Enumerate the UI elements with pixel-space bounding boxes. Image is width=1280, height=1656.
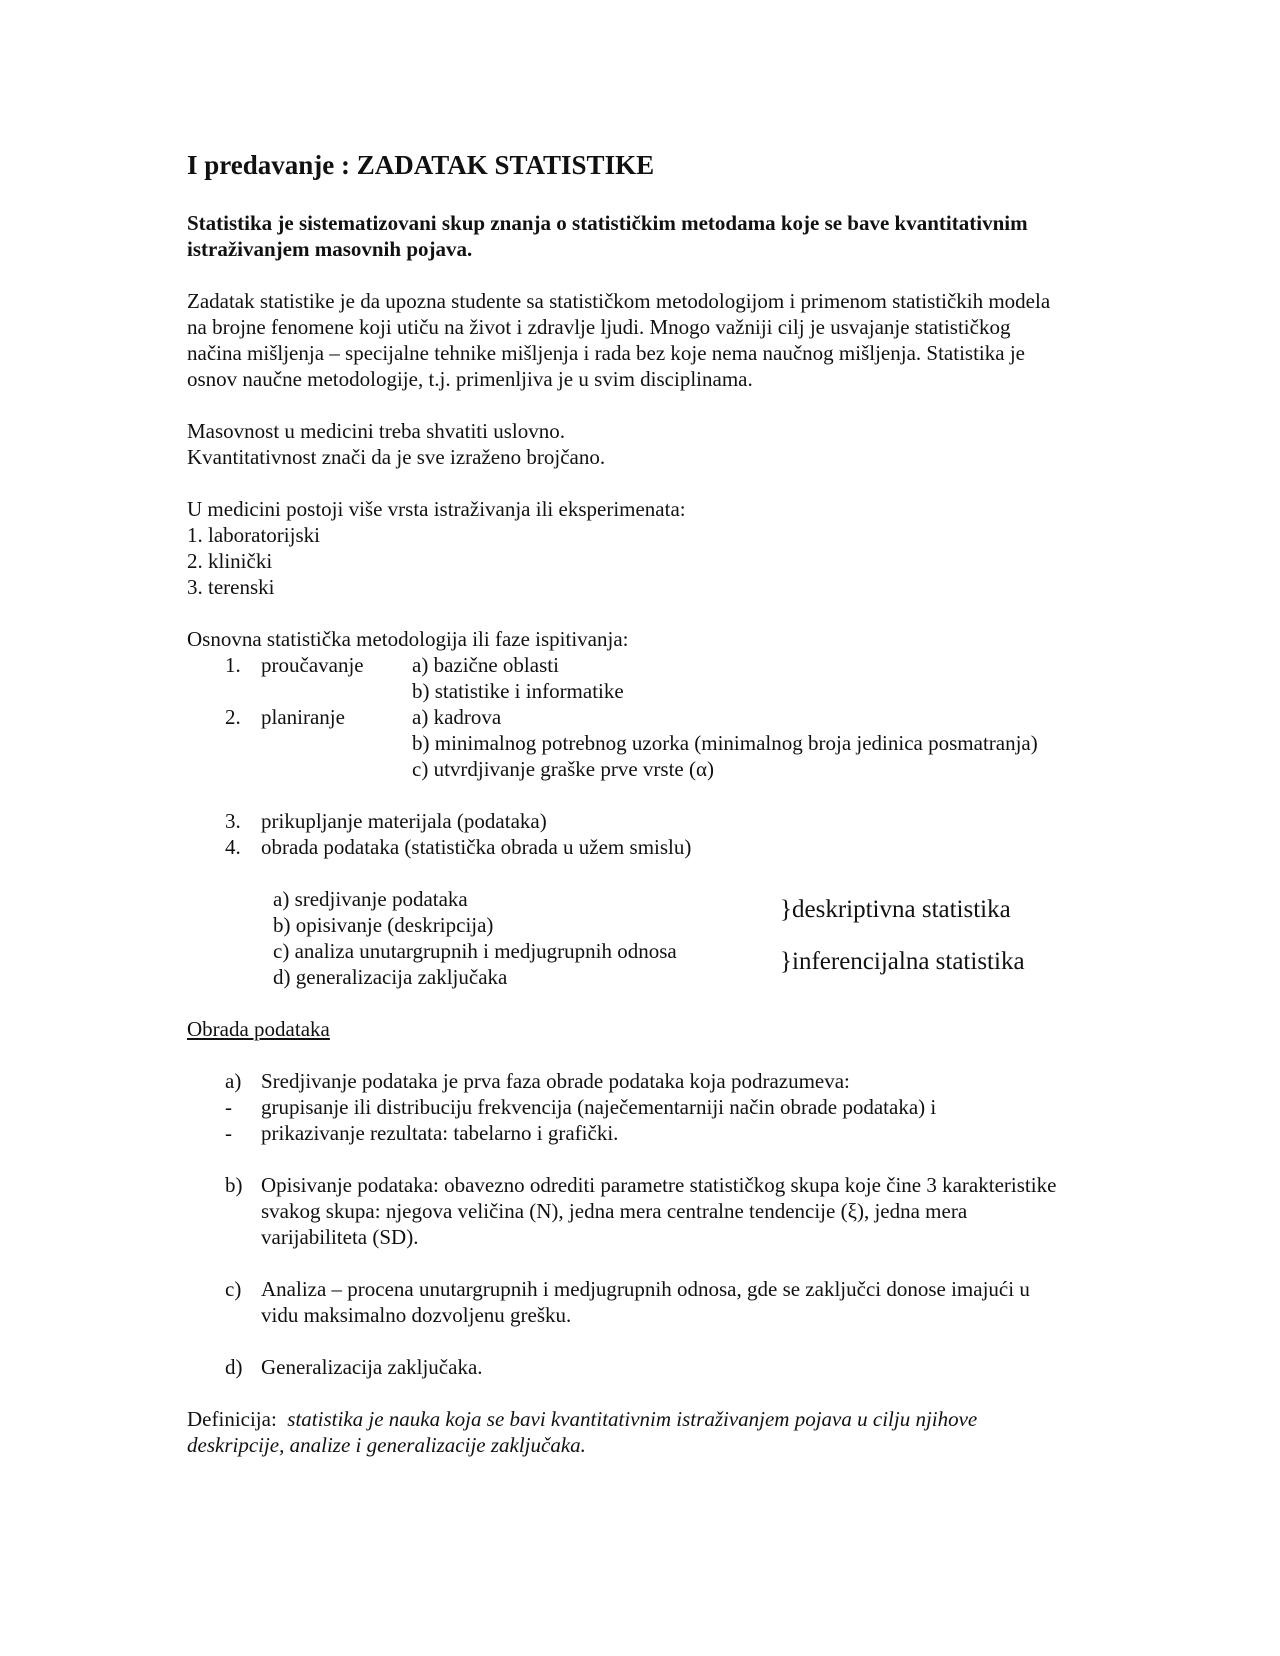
step-number: 4.	[225, 835, 241, 859]
dash-marker: -	[225, 1095, 232, 1119]
item-line: Opisivanje podataka: obavezno odrediti parametre statističkog skupa koje čine 3 karakteristike	[261, 1173, 1057, 1197]
obrada-item-a	[187, 1068, 1147, 1094]
obrada-list	[187, 1068, 1147, 1380]
step-number: 3.	[225, 809, 241, 833]
step-sub: a) kadrova	[412, 705, 502, 729]
step-sub: b) statistike i informatike	[412, 679, 624, 703]
item-line: varijabiliteta (SD).	[261, 1225, 419, 1249]
methodology-step-sub	[187, 756, 1147, 782]
inferential-brace-label: }inferencijalna statistika	[780, 948, 1025, 975]
research-item: 1. laboratorijski	[187, 523, 320, 547]
phase-item: c) analiza unutargrupnih i medjugrupnih odnosa	[273, 939, 677, 963]
methodology-step	[187, 652, 1147, 678]
document-page	[187, 148, 1147, 1458]
obrada-item-c	[187, 1276, 1147, 1328]
research-item: 3. terenski	[187, 575, 275, 599]
methodology-step	[187, 808, 1147, 834]
lead-definition	[187, 210, 1147, 262]
item-text: Sredjivanje podataka je prva faza obrade podataka koja podrazumeva:	[261, 1069, 850, 1093]
intro-paragraph	[187, 288, 1147, 392]
intro-line: načina mišljenja – specijalne tehnike mišljenja i rada bez koje nema naučnog mišljenja. Statistika je	[187, 341, 1025, 365]
methodology-step-sub	[187, 678, 1147, 704]
item-marker: d)	[225, 1355, 243, 1379]
intro-line: na brojne fenomene koji utiču na život i zdravlje ljudi. Mnogo važniji cilj je usvajanje statističkog	[187, 315, 1011, 339]
methodology-step	[187, 704, 1147, 730]
step-term: obrada podataka (statistička obrada u užem smislu)	[261, 835, 692, 859]
item-text: Generalizacija zaključaka.	[261, 1355, 483, 1379]
step-sub: b) minimalnog potrebnog uzorka (minimalnog broja jedinica posmatranja)	[412, 731, 1038, 755]
descriptive-brace-label: }deskriptivna statistika	[780, 896, 1011, 923]
item-line: Analiza – procena unutargrupnih i medjugrupnih odnosa, gde se zaključci donose imajući u	[261, 1277, 1030, 1301]
masovnost-line: Masovnost u medicini treba shvatiti uslovno.	[187, 419, 565, 443]
methodology-heading: Osnovna statistička metodologija ili faze ispitivanja:	[187, 627, 629, 651]
processing-phases	[187, 886, 1147, 990]
phase-item: d) generalizacija zaključaka	[273, 965, 508, 989]
item-marker: b)	[225, 1173, 243, 1197]
item-marker: a)	[225, 1069, 242, 1093]
methodology-section	[187, 626, 1147, 860]
kvantitativnost-line: Kvantitativnost znači da je sve izraženo brojčano.	[187, 445, 606, 469]
step-number: 1.	[225, 653, 241, 677]
step-number: 2.	[225, 705, 241, 729]
lead-line: Statistika je sistematizovani skup znanja o statističkim metodama koje se bave kvantitativnim	[187, 211, 1028, 235]
step-sub: c) utvrdjivanje graške prve vrste (α)	[412, 757, 714, 781]
definition-text: statistika je nauka koja se bavi kvantitativnim istraživanjem pojava u cilju njihove	[287, 1407, 978, 1431]
obrada-dash-item	[187, 1120, 1147, 1146]
phase-item: b) opisivanje (deskripcija)	[273, 913, 494, 937]
obrada-item-b	[187, 1172, 1147, 1250]
intro-line: osnov naučne metodologije, t.j. primenljiva je u svim disciplinama.	[187, 367, 753, 391]
item-line: svakog skupa: njegova veličina (N), jedna mera centralne tendencije (ξ), jedna mera	[261, 1199, 968, 1223]
dash-marker: -	[225, 1121, 232, 1145]
obrada-heading: Obrada podataka	[187, 1017, 330, 1041]
item-line: vidu maksimalno dozvoljenu grešku.	[261, 1303, 572, 1327]
step-term: prikupljanje materijala (podataka)	[261, 809, 547, 833]
item-text: grupisanje ili distribuciju frekvencija (naječementarniji način obrade podataka) i	[261, 1095, 937, 1119]
research-types	[187, 496, 1147, 600]
intro-line: Zadatak statistike je da upozna studente sa statističkom metodologijom i primenom statističkih modela	[187, 289, 1051, 313]
item-marker: c)	[225, 1277, 242, 1301]
methodology-step	[187, 834, 1147, 860]
step-term: planiranje	[261, 705, 345, 729]
lead-line: istraživanjem masovnih pojava.	[187, 237, 473, 261]
masovnost-paragraph	[187, 418, 1147, 470]
definition-paragraph	[187, 1406, 1147, 1458]
step-sub: a) bazične oblasti	[412, 653, 559, 677]
step-term: proučavanje	[261, 653, 364, 677]
research-item: 2. klinički	[187, 549, 273, 573]
phase-item: a) sredjivanje podataka	[273, 887, 468, 911]
definition-label: Definicija:	[187, 1407, 277, 1431]
methodology-step-sub	[187, 730, 1147, 756]
research-heading: U medicini postoji više vrsta istraživanja ili eksperimenata:	[187, 497, 686, 521]
definition-text: deskripcije, analize i generalizacije zaključaka.	[187, 1433, 586, 1457]
obrada-heading-block	[187, 1016, 1147, 1042]
obrada-item-d	[187, 1354, 1147, 1380]
page-title: I predavanje : ZADATAK STATISTIKE	[187, 150, 655, 180]
item-text: prikazivanje rezultata: tabelarno i grafički.	[261, 1121, 619, 1145]
obrada-dash-item	[187, 1094, 1147, 1120]
